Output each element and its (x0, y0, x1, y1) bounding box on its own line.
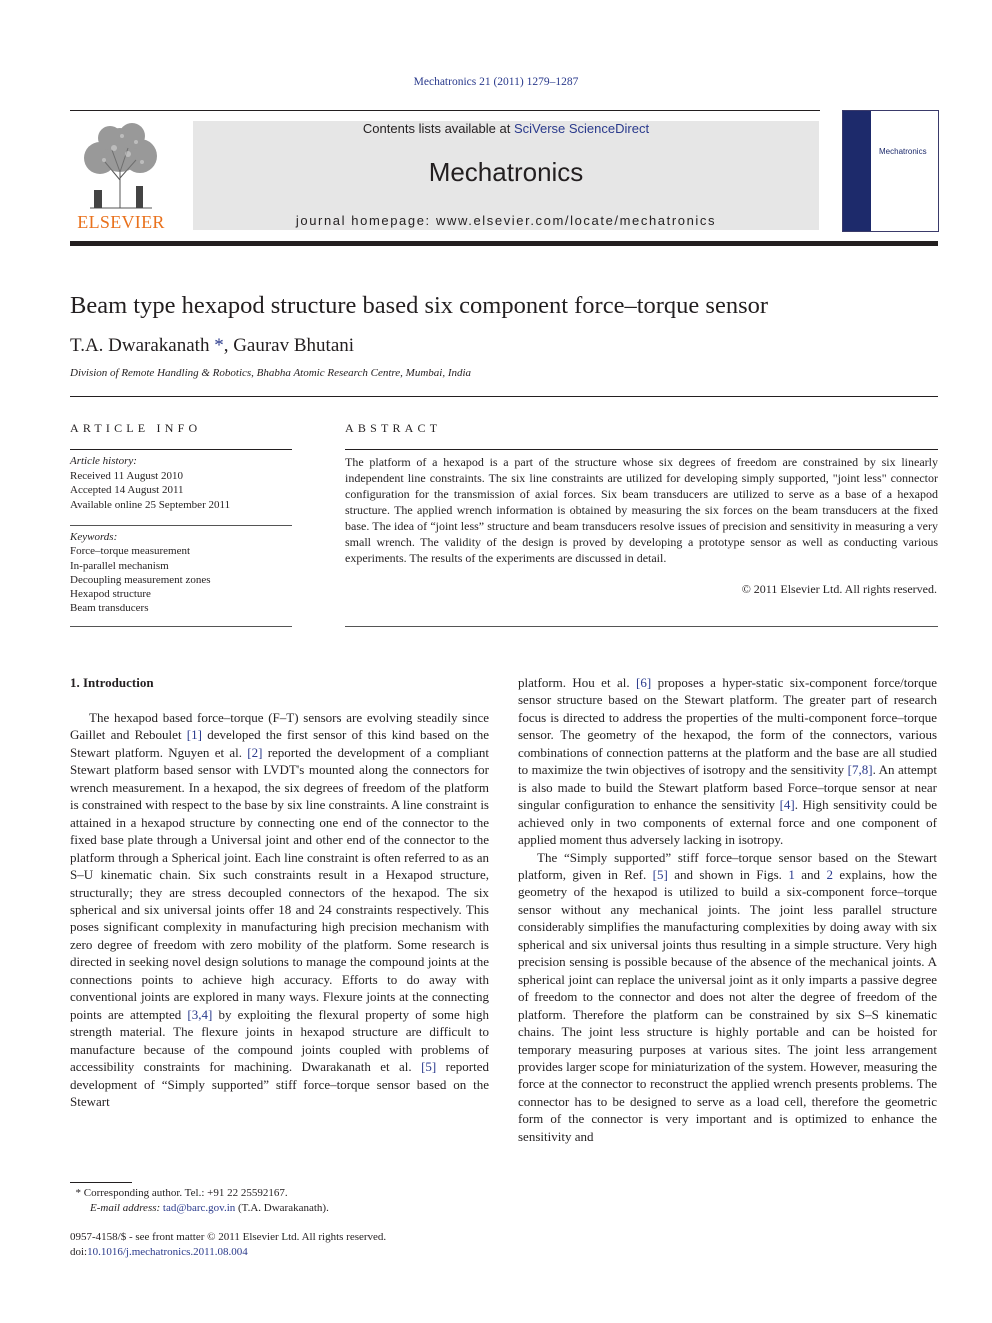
issn-line: 0957-4158/$ - see front matter © 2011 Elsevier Ltd. All rights reserved. (70, 1231, 387, 1243)
header-rule (70, 110, 820, 111)
keyword: Beam transducers (70, 602, 149, 615)
text-run: explains, how the geometry of the hexapod is utilized to build a six-component force–torque sensor without any mechanical joints. The joint less parallel structure considerably simplifies the manufacturing complexities by doing away with six spherical and six universal joints thus resulting in a simple structure. Very high precision sensing is possible because of the absence of the mechanical joints. A spherical joint can replace the universal joint as it only imparts a passive degree of freedom to the connector and does not alter the degree of freedom of the platform. Therefore the platform can be constrained by six S–S kinematic chains. The joint less structure is highly portable and can be hoisted for temporary measuring purposes at various sites. The joint less arrangement provides larger scope for miniaturization of the system. However, measuring the force at the connector to reconstruct the applied wrench presents problems. The connector has to be designed to serve as a load cell, therefore the geometric form of the connector is very important and is optimized to enhance the sensitivity and (518, 866, 937, 1144)
divider (70, 626, 292, 627)
section-heading-introduction: 1. Introduction (70, 675, 154, 690)
doi-label: doi: (70, 1245, 88, 1258)
text-run: reported the development of a compliant Stewart platform based sensor with LVDT's mounted along the connectors for wrench measurement. In a hexapod, the six degrees of freedom of the platform is constrained with respect to the base by six line constraints. A line constraint is attained in a hexapod structure by connecting one end of the connector to the fixed base plate through a Universal joint and other end of the connector to the platform through a Spherical joint. Each line constraint is often referred to as an S–U kinematic chain. Six such constraints result in a Hexapod structure, structurally; they are stress decoupled connectors of the hexapod. The six spherical and six universal joints offer 18 and 24 constraints respectively. This poses significant complexity in manufacturing high precision mechanism with zero degree of freedom with zero mobility of the platform. Some research is directed in seeking novel design solutions to manage the compound joints at the connections points to achieve high accuracy. Efforts to do away with conventional joints are explored in many ways. Flexure joints at the connecting points are attempted (70, 744, 489, 1022)
article-title: Beam type hexapod structure based six component force–torque sensor (70, 292, 769, 319)
divider (345, 449, 938, 450)
journal-name: Mechatronics (428, 157, 584, 187)
paragraph (518, 849, 937, 1146)
email-link[interactable]: tad@barc.gov.in (162, 1201, 236, 1214)
author-dwarakanath[interactable]: T.A. Dwarakanath (70, 335, 210, 356)
footnote (70, 1186, 490, 1215)
keywords (70, 530, 292, 616)
doi-link[interactable]: 10.1016/j.mechatronics.2011.08.004 (87, 1245, 248, 1258)
footnote-rule (70, 1182, 132, 1183)
divider (70, 449, 292, 450)
abstract-heading: ABSTRACT (345, 421, 442, 435)
text-run: The “Simply supported” stiff force–torque sensor based on the Stewart platform, given in Ref. (518, 849, 937, 882)
keyword: In-parallel mechanism (70, 559, 169, 572)
keywords-label: Keywords: (70, 531, 118, 543)
contents-line (193, 121, 819, 136)
paragraph (70, 709, 489, 1110)
text-run: . An attempt is also made to build the Stewart platform based Force–torque sensor at near singular configuration to enhance the sensitivity (518, 762, 937, 813)
text-run: developed the first sensor of this kind based on the Stewart platform. Nguyen et al. (70, 727, 489, 760)
footnote-text: (T.A. Dwarakanath). (235, 1201, 329, 1214)
citation-link[interactable]: [5] (421, 1059, 437, 1075)
cover-title: Mechatronics (879, 147, 927, 156)
doi-line (70, 1245, 490, 1260)
footnote-mark: * (75, 1187, 81, 1199)
issn-block (70, 1230, 490, 1259)
article-history (70, 454, 292, 512)
journal-cover-thumbnail[interactable] (842, 110, 939, 232)
corresponding-author-mark[interactable]: * (214, 335, 224, 356)
homepage-prefix: journal homepage: (295, 213, 436, 228)
received-date: Received 11 August 2010 (70, 469, 183, 482)
abstract-text: The platform of a hexapod is a part of the structure whose six degrees of freedom are constrained by six linearly independent line constraints. The six line constraints are utilized for developing simply supported, "joint less" connector configuration for the transmission of axial forces. Six beam transducers are utilized to serve as a base of a hexapod structure. The applied wrench information is obtained by measuring the six forces on the beam transducers at the fixed base. The idea of “joint less” structure and beam transducers resolve issues of precision and sensitivity in measuring a very small wrench. The validity of the design is proved by developing a prototype sensor as well as conducting various experiments. The results of the experiments are discussed in detail. (345, 455, 938, 565)
keyword: Hexapod structure (70, 588, 151, 601)
cover-band (843, 111, 871, 231)
text-run: and (794, 866, 827, 882)
citation-link[interactable]: [6] (636, 675, 652, 690)
sciencedirect-link[interactable]: SciVerse ScienceDirect (513, 121, 650, 136)
copyright-notice: © 2011 Elsevier Ltd. All rights reserved. (741, 582, 937, 596)
footnote-text: Corresponding author. Tel.: +91 22 25592167. (81, 1187, 288, 1199)
article-info-heading: ARTICLE INFO (70, 421, 202, 435)
figure-link[interactable]: 2 (826, 866, 833, 882)
text-run: . High sensitivity could be achieved only in two components of external force and one component of applied moment thus adversely lacking in isotropy. (518, 797, 937, 848)
contents-prefix: Contents lists available at (362, 121, 514, 136)
citation-link[interactable]: [4] (779, 797, 795, 813)
divider (70, 525, 292, 526)
citation-link[interactable]: [5] (652, 866, 668, 882)
paragraph (518, 674, 937, 849)
divider (345, 626, 938, 627)
citation-link[interactable]: [2] (247, 744, 263, 760)
text-run: reported development of “Simply supported” stiff force–torque sensor based on the Stewart (70, 1059, 489, 1109)
email-label: E-mail address: (90, 1201, 163, 1214)
text-run: platform. Hou et al. (518, 675, 636, 690)
footnote-email (70, 1201, 490, 1216)
keyword: Force–torque measurement (70, 545, 191, 558)
masthead-thick-rule (70, 241, 938, 246)
footnote-corresponding (70, 1186, 490, 1201)
text-run: and shown in Figs. (667, 866, 789, 882)
citation-link[interactable]: [7,8] (847, 762, 873, 778)
journal-masthead (193, 121, 819, 230)
body-column-left (70, 709, 489, 1110)
figure-link[interactable]: 1 (788, 866, 795, 882)
journal-homepage (193, 213, 819, 228)
text-run: proposes a hyper-static six-component force/torque sensor structure based on the Stewart platform. The greater part of research focus is directed to address the properties of the multi-component force–torque sensor. The geometry of the hexapod, the form of the connectors, various combinations of connection patterns at the platform and the base are all studied to maximize the twin objectives of isotropy and the sensitivity (518, 675, 938, 778)
text-run: The hexapod based force–torque (F–T) sensors are evolving steadily since Gaillet and Reboulet (70, 710, 489, 743)
affiliation: Division of Remote Handling & Robotics, Bhabha Atomic Research Centre, Mumbai, India (70, 367, 472, 379)
divider (70, 396, 938, 397)
history-label: Article history: (70, 455, 137, 467)
body-column-right (518, 674, 937, 1145)
citation-link[interactable]: [1] (186, 727, 202, 743)
author-list (70, 335, 354, 357)
homepage-url[interactable]: www.elsevier.com/locate/mechatronics (435, 213, 717, 228)
online-date: Available online 25 September 2011 (70, 498, 231, 511)
text-run: by exploiting the flexural property of some high strength material. The flexure joints in hexapod structure are difficult to manufacture because of the compound joints coupled with problems of accessibility constraints for machining. Dwarakanath et al. (70, 1006, 489, 1075)
keyword: Decoupling measurement zones (70, 573, 211, 586)
citation-link[interactable]: [3,4] (187, 1006, 213, 1022)
accepted-date: Accepted 14 August 2011 (70, 484, 184, 496)
journal-citation[interactable]: Mechatronics 21 (2011) 1279–1287 (413, 76, 579, 88)
elsevier-logo-text: ELSEVIER (77, 212, 165, 232)
author-bhutani[interactable]: , Gaurav Bhutani (223, 335, 355, 356)
